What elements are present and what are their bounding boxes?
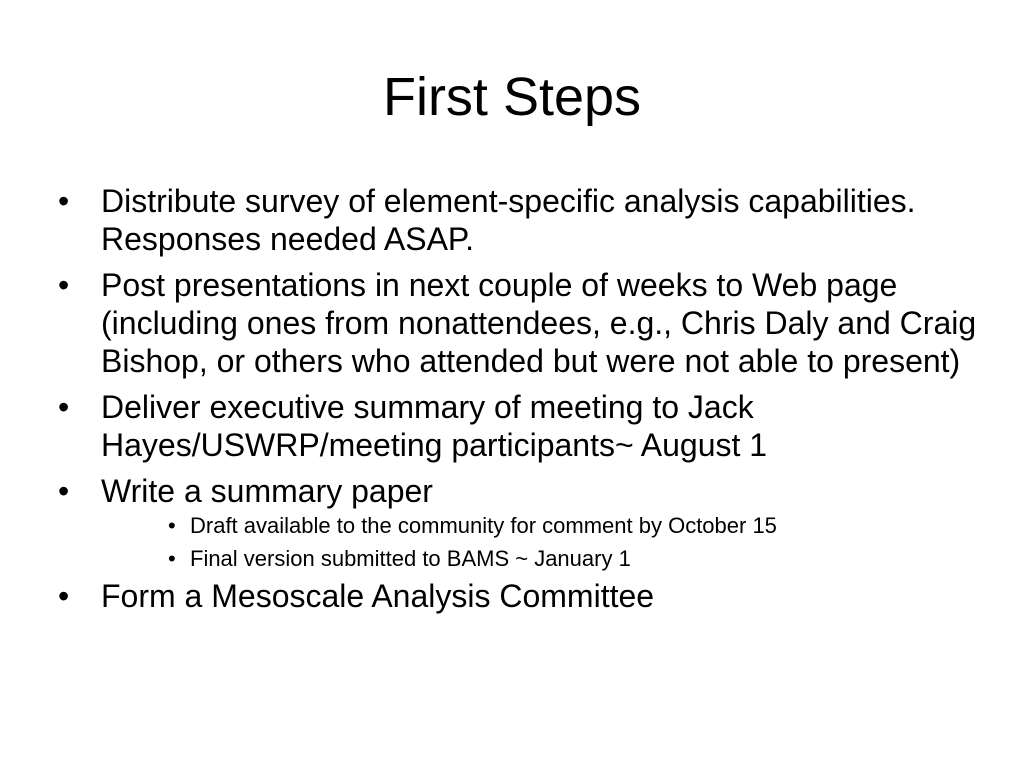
bullet-item bbox=[58, 577, 978, 615]
bullet-text: Post presentations in next couple of weeks to Web page (including ones from nonattendees, e.g., Chris Daly and Craig Bishop, or others who attended but were not able to present) bbox=[101, 267, 977, 379]
bullet-item bbox=[58, 472, 978, 510]
bullet-item bbox=[58, 388, 978, 464]
slide-title: First Steps bbox=[382, 67, 642, 127]
bullet-marker: • bbox=[58, 267, 70, 303]
sub-bullet-item bbox=[58, 511, 978, 540]
bullet-marker: • bbox=[168, 546, 176, 571]
bullet-item bbox=[58, 182, 978, 258]
bullet-marker: • bbox=[58, 578, 70, 614]
bullet-marker: • bbox=[58, 183, 70, 219]
bullet-text: Deliver executive summary of meeting to Jack Hayes/USWRP/meeting participants~ August 1 bbox=[101, 389, 768, 463]
bullet-item bbox=[58, 266, 978, 380]
bullet-text: Write a summary paper bbox=[101, 473, 433, 509]
bullet-list bbox=[58, 182, 978, 623]
bullet-marker: • bbox=[168, 513, 176, 538]
bullet-text: Final version submitted to BAMS ~ January 1 bbox=[190, 546, 631, 571]
bullet-marker: • bbox=[58, 389, 70, 425]
bullet-text: Draft available to the community for comment by October 15 bbox=[190, 513, 777, 538]
bullet-marker: • bbox=[58, 473, 70, 509]
bullet-text: Form a Mesoscale Analysis Committee bbox=[101, 578, 655, 614]
sub-bullet-item bbox=[58, 544, 978, 573]
bullet-text: Distribute survey of element-specific analysis capabilities. Responses needed ASAP. bbox=[101, 183, 916, 257]
